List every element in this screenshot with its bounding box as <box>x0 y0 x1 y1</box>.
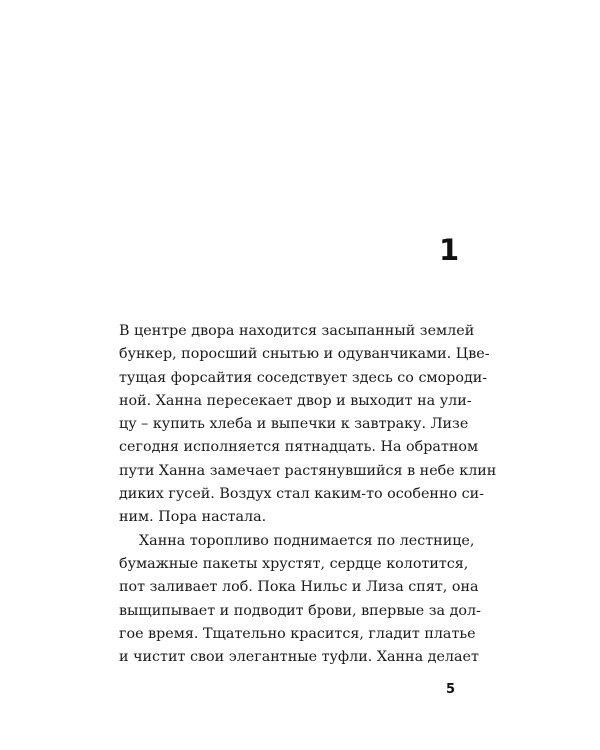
chapter-number: 1 <box>439 233 460 267</box>
text-line: сегодня исполняется пятнадцать. На обратном <box>119 439 479 456</box>
text-line: Ханна торопливо поднимается по лестнице, <box>139 532 475 549</box>
page-number: 5 <box>446 682 456 697</box>
text-line: пути Ханна замечает растянувшийся в небе клин <box>119 462 497 479</box>
text-line: цу – купить хлеба и выпечки к завтраку. Лизе <box>119 416 469 433</box>
text-line: бумажные пакеты хрустят, сердце колотится, <box>119 555 469 572</box>
text-line: ним. Пора настала. <box>119 509 267 526</box>
text-line: бункер, поросший снытью и одуванчиками. Цве- <box>119 346 490 363</box>
text-line: диких гусей. Воздух стал каким-то особенно си- <box>119 486 484 503</box>
text-line: выщипывает и подводит брови, впервые за дол- <box>119 602 481 619</box>
text-line: и чистит свои элегантные туфли. Ханна делает <box>119 649 479 666</box>
text-line: В центре двора находится засыпанный землей <box>119 323 475 339</box>
text-line: ной. Ханна пересекает двор и выходит на ули- <box>119 392 472 409</box>
body-text <box>119 320 497 669</box>
text-line: пот заливает лоб. Пока Нильс и Лиза спят, она <box>119 579 479 596</box>
text-line: тущая форсайтия соседствует здесь со смороди- <box>119 369 488 386</box>
text-line: гое время. Тщательно красится, гладит платье <box>119 625 476 642</box>
